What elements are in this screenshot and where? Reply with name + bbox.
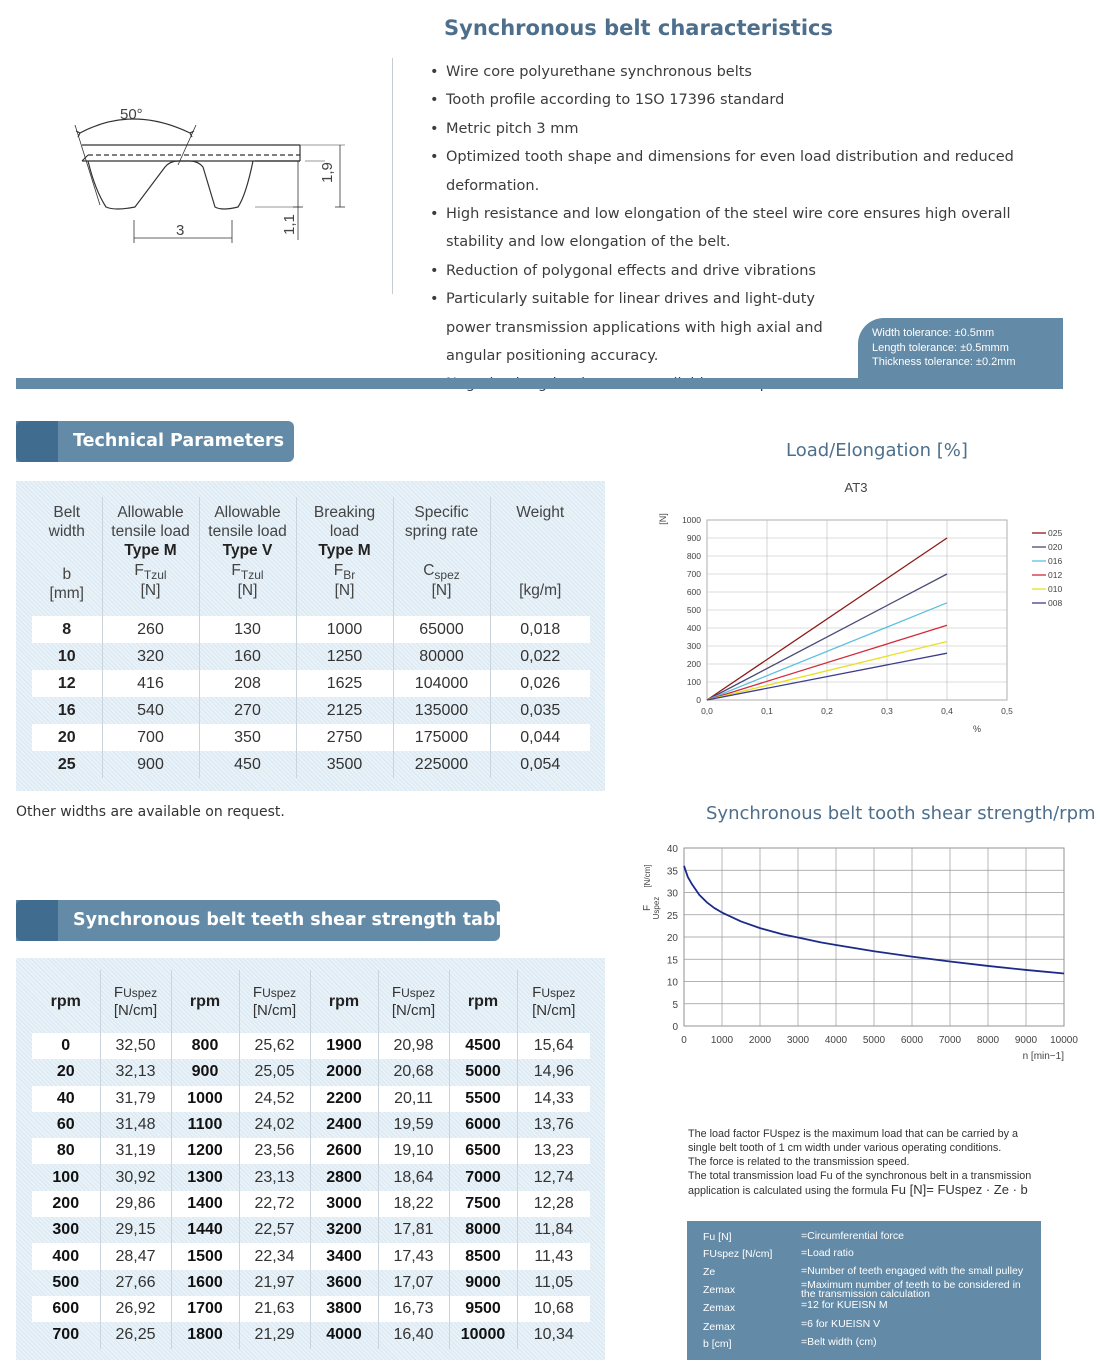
rpm-cell: 1800	[171, 1322, 239, 1348]
legend-row: Zemax =12 for KUEISN M	[703, 1299, 888, 1314]
y-axis-label-sub: Uspez	[652, 896, 661, 920]
x-tick-label: 4000	[824, 1035, 848, 1046]
fuspez-cell: 10,34	[517, 1322, 590, 1348]
col-header-spring: Specific spring rate	[393, 497, 490, 561]
fuspez-cell: 16,40	[378, 1322, 449, 1348]
belt-profile-diagram	[60, 95, 360, 245]
fuspez-cell: 11,84	[517, 1217, 590, 1243]
legend-row: Zemax =6 for KUEISN V	[703, 1318, 881, 1333]
rpm-cell: 1200	[171, 1138, 239, 1164]
col-header-width: Belt width	[48, 504, 85, 540]
col-header-fuspez: FUspez [N/cm]	[100, 970, 171, 1033]
fuspez-cell: 21,63	[239, 1296, 310, 1322]
fuspez-cell: 12,28	[517, 1191, 590, 1217]
y-tick-label: 1000	[682, 515, 701, 525]
fuspez-cell: 26,92	[100, 1296, 171, 1322]
col-header-allowable-v: Allowable tensile load Type V	[199, 497, 296, 561]
x-tick-label: 1000	[710, 1035, 734, 1046]
symbol-breaking: $F_{Br}$ [N]	[296, 561, 393, 616]
fuspez-cell: 32,50	[100, 1033, 171, 1059]
table-row: 25 900 450 3500 225000 0,054	[32, 751, 590, 778]
rpm-cell: 200	[32, 1191, 100, 1217]
x-tick-label: 3000	[786, 1035, 810, 1046]
y-tick-label: 0	[672, 1022, 678, 1033]
y-tick-label: 5	[672, 999, 678, 1011]
legend-row: Fu [N] =Circumferential force	[703, 1230, 904, 1243]
fuspez-cell: 18,64	[378, 1164, 449, 1190]
rpm-cell: 7000	[449, 1164, 517, 1190]
col-header-rpm: rpm	[171, 970, 239, 1033]
y-axis-label: [N]	[658, 513, 668, 525]
fuspez-cell: 21,29	[239, 1322, 310, 1348]
legend-label: 025	[1048, 528, 1063, 538]
load-elongation-heading: Load/Elongation [%]	[786, 440, 968, 461]
rpm-cell: 1400	[171, 1191, 239, 1217]
x-tick-label: 0	[681, 1035, 687, 1046]
technical-parameters-table	[32, 497, 590, 778]
rpm-cell: 9500	[449, 1296, 517, 1322]
x-tick-label: 8000	[976, 1035, 1000, 1046]
rpm-cell: 2000	[310, 1059, 378, 1085]
col-header-allowable-m: Allowable tensile load Type M	[102, 497, 199, 561]
fuspez-cell: 31,48	[100, 1112, 171, 1138]
x-tick-label: 2000	[748, 1035, 772, 1046]
list-item: • High resistance and low elongation of the steel wire core ensures high overall stability and low elongation of the belt.	[428, 200, 1058, 257]
col-header-rpm: rpm	[310, 970, 378, 1033]
table-row	[32, 1191, 590, 1217]
rpm-cell: 2800	[310, 1164, 378, 1190]
col-header-fuspez: FUspez [N/cm]	[378, 970, 449, 1033]
rpm-cell: 8000	[449, 1217, 517, 1243]
symbol-weight: [kg/m]	[490, 561, 590, 616]
table-row	[32, 1112, 590, 1138]
x-tick-label: 0,4	[941, 706, 953, 716]
y-tick-label: 600	[686, 587, 701, 597]
fuspez-cell: 20,98	[378, 1033, 449, 1059]
rpm-cell: 100	[52, 1168, 80, 1186]
tolerance-thickness: Thickness tolerance: ±0.2mm	[872, 356, 1016, 368]
fuspez-cell: 31,79	[100, 1086, 171, 1112]
rpm-cell: 1700	[171, 1296, 239, 1322]
y-tick-label: 35	[666, 866, 678, 878]
fuspez-cell: 19,59	[378, 1112, 449, 1138]
fuspez-cell: 11,05	[517, 1270, 590, 1296]
technical-parameters-heading: Technical Parameters	[16, 421, 294, 462]
x-tick-label: 10000	[1050, 1035, 1078, 1046]
fuspez-cell: 29,86	[100, 1191, 171, 1217]
y-axis-label-unit: [N/cm]	[643, 864, 652, 888]
rpm-cell: 4500	[449, 1033, 517, 1059]
symbol-legend	[687, 1221, 1041, 1360]
rpm-cell: 60	[56, 1116, 75, 1134]
symbol-width: b [mm]	[49, 566, 84, 602]
x-tick-label: 7000	[938, 1035, 962, 1046]
legend-label: 010	[1048, 584, 1063, 594]
rpm-cell: 1500	[171, 1243, 239, 1269]
fuspez-cell: 20,11	[378, 1086, 449, 1112]
x-tick-label: 9000	[1014, 1035, 1038, 1046]
fuspez-cell: 13,76	[517, 1112, 590, 1138]
fuspez-cell: 29,15	[100, 1217, 171, 1243]
fuspez-cell: 17,81	[378, 1217, 449, 1243]
fuspez-cell: 27,66	[100, 1270, 171, 1296]
x-tick-label: 5000	[862, 1035, 886, 1046]
table-row: 10 320 160 1250 80000 0,022	[32, 643, 590, 670]
rpm-cell: 80	[32, 1138, 100, 1164]
col-header-fuspez: FUspez [N/cm]	[239, 970, 310, 1033]
y-tick-label: 40	[666, 844, 678, 855]
table-row	[32, 1059, 590, 1085]
legend-label: 020	[1048, 542, 1063, 552]
legend-row: Ze =Number of teeth engaged with the small pulley	[703, 1265, 1024, 1278]
rpm-cell: 6500	[449, 1138, 517, 1164]
rpm-cell: 40	[32, 1086, 100, 1112]
rpm-cell: 2400	[310, 1112, 378, 1138]
fuspez-cell: 14,96	[517, 1059, 590, 1085]
y-tick-label: 10	[666, 977, 678, 989]
fuspez-cell: 22,34	[239, 1243, 310, 1269]
rpm-cell: 7500	[449, 1191, 517, 1217]
tolerance-length: Length tolerance: ±0.5mmm	[872, 341, 1009, 354]
rpm-cell: 1300	[171, 1164, 239, 1190]
list-item: • Wire core polyurethane synchronous belts	[428, 58, 1058, 86]
table-row	[32, 1033, 590, 1059]
table-row	[32, 1322, 590, 1348]
rpm-cell: 900	[171, 1059, 239, 1085]
table-row	[32, 1243, 590, 1269]
rpm-cell: 9000	[449, 1270, 517, 1296]
table-row	[32, 1270, 590, 1296]
y-tick-label: 25	[666, 910, 678, 922]
col-header-rpm: rpm	[50, 992, 81, 1010]
fuspez-cell: 13,23	[517, 1138, 590, 1164]
fuspez-cell: 24,52	[239, 1086, 310, 1112]
col-header-breaking: Breaking load Type M	[296, 497, 393, 561]
x-tick-label: 0,0	[701, 706, 713, 716]
tolerance-box	[858, 318, 1063, 378]
rpm-cell: 8500	[449, 1243, 517, 1269]
x-axis-label: n [min−1]	[1022, 1051, 1064, 1062]
table-row	[32, 1217, 590, 1243]
rpm-cell: 800	[171, 1033, 239, 1059]
load-elongation-chart	[650, 476, 1080, 736]
fuspez-cell: 23,13	[239, 1164, 310, 1190]
y-tick-label: 200	[686, 659, 701, 669]
formula: Fu [N]= FUspez · Ze · b	[890, 1182, 1028, 1197]
list-item: • Particularly suitable for linear drives and light-duty power transmission applications with high axial and angular positioning accuracy.	[428, 285, 848, 370]
x-tick-label: 0,2	[821, 706, 833, 716]
profile-height: 1,9	[319, 162, 336, 183]
y-axis-label-main: F	[642, 904, 653, 912]
table-row: 16 540 270 2125 135000 0,035	[32, 697, 590, 724]
chart-title: AT3	[844, 480, 868, 495]
fuspez-cell: 17,43	[378, 1243, 449, 1269]
shear-rpm-heading: Synchronous belt tooth shear strength/rpm	[706, 803, 1096, 824]
list-item: • Tooth profile according to 1SO 17396 standard	[428, 86, 1058, 114]
x-tick-label: 0,5	[1001, 706, 1013, 716]
table-row	[32, 1164, 590, 1190]
y-tick-label: 0	[696, 695, 701, 705]
fuspez-cell: 17,07	[378, 1270, 449, 1296]
table-row	[32, 1296, 590, 1322]
widths-note: Other widths are available on request.	[16, 804, 285, 820]
table-row	[32, 1138, 590, 1164]
fuspez-cell: 32,13	[100, 1059, 171, 1085]
col-header-rpm: rpm	[449, 970, 517, 1033]
rpm-cell: 3200	[310, 1217, 378, 1243]
rpm-cell: 1600	[171, 1270, 239, 1296]
list-item: • Metric pitch 3 mm	[428, 115, 1058, 143]
fuspez-cell: 14,33	[517, 1086, 590, 1112]
rpm-cell: 5500	[449, 1086, 517, 1112]
rpm-cell: 500	[52, 1273, 80, 1291]
y-axis-label	[642, 864, 661, 919]
fuspez-cell: 31,19	[100, 1138, 171, 1164]
page-title: Synchronous belt characteristics	[444, 16, 833, 40]
rpm-cell: 400	[32, 1243, 100, 1269]
y-tick-label: 700	[686, 569, 701, 579]
rpm-cell: 300	[52, 1221, 80, 1239]
y-tick-label: 15	[666, 955, 678, 967]
y-tick-label: 400	[686, 623, 701, 633]
list-item: • Optimized tooth shape and dimensions for even load distribution and reduced deformation.	[428, 143, 1058, 200]
y-tick-label: 100	[686, 677, 701, 687]
y-tick-label: 900	[686, 533, 701, 543]
legend-row: b [cm] =Belt width (cm)	[703, 1336, 877, 1350]
symbol-allowable-v: $F_{Tzul}$ [N]	[199, 561, 296, 616]
legend-label: 016	[1048, 556, 1063, 566]
rpm-cell: 3800	[310, 1296, 378, 1322]
fuspez-cell: 18,22	[378, 1191, 449, 1217]
profile-pitch: 3	[176, 222, 185, 239]
fuspez-cell: 28,47	[100, 1243, 171, 1269]
rpm-cell: 1440	[171, 1217, 239, 1243]
list-item: • Reduction of polygonal effects and drive vibrations	[428, 257, 1058, 285]
table-row	[32, 1086, 590, 1112]
legend-label: 008	[1048, 598, 1063, 608]
rpm-cell: 1100	[171, 1112, 239, 1138]
rpm-cell: 5000	[449, 1059, 517, 1085]
rpm-cell: 0	[32, 1033, 100, 1059]
profile-angle: 50°	[120, 106, 143, 123]
fuspez-cell: 20,68	[378, 1059, 449, 1085]
rpm-cell: 1900	[310, 1033, 378, 1059]
shear-table-heading: Synchronous belt teeth shear strength table	[16, 900, 500, 941]
symbol-spring: $C_{spez}$ [N]	[393, 561, 490, 616]
fuspez-cell: 24,02	[239, 1112, 310, 1138]
rpm-cell: 6000	[449, 1112, 517, 1138]
load-factor-explanation: The load factor FUspez is the maximum load that can be carried by a single belt tooth of 1 cm width under various operating conditions. The force is related to the transmission speed. The total transmission load Fu of the synchronous belt in a transmission application is calculated using the formula Fu [N]= FUspez · Ze · b	[688, 1128, 1032, 1197]
x-axis-label: %	[972, 724, 982, 734]
y-tick-label: 300	[686, 641, 701, 651]
tolerance-width: Width tolerance: ±0.5mm	[872, 327, 995, 339]
rpm-cell: 10000	[449, 1322, 517, 1348]
legend-row: FUspez [N/cm] =Load ratio	[703, 1247, 854, 1260]
y-tick-label: 20	[666, 933, 678, 944]
fuspez-cell: 15,64	[517, 1033, 590, 1059]
x-tick-label: 0,3	[881, 706, 893, 716]
table-row: 12 416 208 1625 104000 0,026	[32, 670, 590, 697]
fuspez-cell: 25,05	[239, 1059, 310, 1085]
fuspez-cell: 12,74	[517, 1164, 590, 1190]
fuspez-cell: 10,68	[517, 1296, 590, 1322]
col-header-weight: Weight	[490, 497, 590, 561]
table-row: 8 260 130 1000 65000 0,018	[32, 616, 590, 643]
section-divider-bar	[16, 378, 1063, 389]
fuspez-cell: 21,97	[239, 1270, 310, 1296]
symbol-allowable-m: $F_{Tzul}$ [N]	[102, 561, 199, 616]
fuspez-cell: 19,10	[378, 1138, 449, 1164]
profile-tooth-height: 1,1	[281, 214, 298, 235]
y-tick-label: 30	[666, 888, 678, 900]
shear-rpm-chart	[636, 838, 1086, 1068]
fuspez-cell: 26,25	[100, 1322, 171, 1348]
rpm-cell: 2200	[310, 1086, 378, 1112]
rpm-cell: 3400	[310, 1243, 378, 1269]
fuspez-cell: 16,73	[378, 1296, 449, 1322]
vertical-divider	[392, 58, 393, 294]
rpm-cell: 2600	[310, 1138, 378, 1164]
shear-strength-table	[32, 970, 590, 1349]
rpm-cell: 600	[32, 1296, 100, 1322]
fuspez-cell: 25,62	[239, 1033, 310, 1059]
fuspez-cell: 11,43	[517, 1243, 590, 1269]
rpm-cell: 3600	[310, 1270, 378, 1296]
rpm-cell: 20	[56, 1063, 75, 1081]
x-tick-label: 6000	[900, 1035, 924, 1046]
rpm-cell: 4000	[310, 1322, 378, 1348]
y-tick-label: 800	[686, 551, 701, 561]
legend-label: 012	[1048, 570, 1063, 580]
y-tick-label: 500	[686, 605, 701, 615]
fuspez-cell: 22,57	[239, 1217, 310, 1243]
table-row: 20 700 350 2750 175000 0,044	[32, 724, 590, 751]
rpm-cell: 3000	[310, 1191, 378, 1217]
fuspez-cell: 22,72	[239, 1191, 310, 1217]
x-tick-label: 0,1	[761, 706, 773, 716]
legend-row: Zemax =Maximum number of teeth to be considered in the transmission calculation	[703, 1279, 1021, 1300]
rpm-cell: 700	[52, 1326, 80, 1344]
rpm-cell: 1000	[171, 1086, 239, 1112]
fuspez-cell: 30,92	[100, 1164, 171, 1190]
col-header-fuspez: FUspez [N/cm]	[517, 970, 590, 1033]
fuspez-cell: 23,56	[239, 1138, 310, 1164]
